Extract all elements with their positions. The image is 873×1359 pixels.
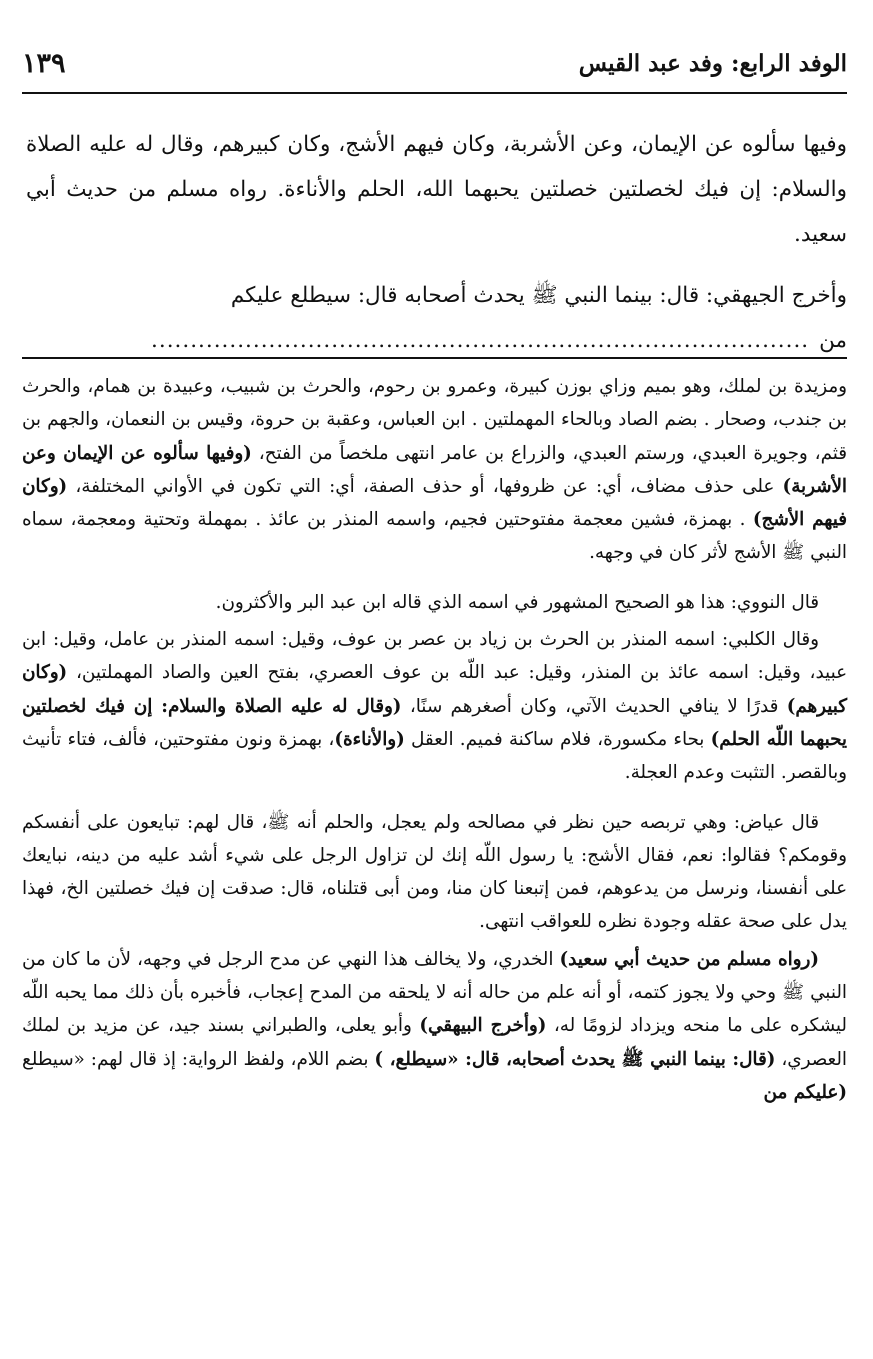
commentary-text-run: . بهمزة، فشين معجمة مفتوحتين فجيم، واسمه المنذر بن عائذ . بمهملة وتحتية ومعجمة، سماه النبي ﷺ الأشج لأثر كان في وجهه. bbox=[22, 509, 847, 564]
commentary-text bbox=[22, 370, 847, 1109]
commentary-paragraph-2: قال النووي: هذا هو الصحيح المشهور في اسمه الذي قاله ابن عبد البر والأكثرون. bbox=[215, 591, 819, 613]
commentary-text-run: بحاء مكسورة، فلام ساكنة فميم. العقل bbox=[404, 728, 711, 750]
quoted-matn-bold: (وقال له عليه الصلاة والسلام: إن فيك لخصلتين يحبهما اللّه الحلم) bbox=[22, 695, 847, 750]
commentary-text-run: بضم اللام، ولفظ الرواية: إذ قال لهم: «سيطلع bbox=[22, 1048, 375, 1070]
ellipsis-dots: .................................................................................... bbox=[151, 328, 810, 353]
quoted-matn-bold: (رواه مسلم من حديث أبي سعيد) bbox=[559, 948, 819, 970]
commentary-text-run: وقال الكلبي: اسمه المنذر بن الحرث بن زياد بن عصر بن عوف، وقيل: اسمه المنذر بن عامل، وقيل: ابن عبيد، وقيل: اسمه عائذ بن المنذر، وقيل: عبد اللّه بن عوف العصري، بفتح العين والصاد المهملتين، bbox=[22, 629, 847, 684]
quoted-matn-bold: (وأخرج البيهقي) bbox=[419, 1015, 547, 1037]
commentary-text-run: على حذف مضاف، أي: عن ظروفها، أو حذف الصفة، أي: التي تكون في الأواني المختلفة، bbox=[67, 475, 783, 497]
quoted-matn-bold: (وفيها سألوه عن الإيمان وعن الأشربة) bbox=[22, 442, 847, 497]
header-rule bbox=[22, 92, 847, 94]
commentary-text-run: الخدري، ولا يخالف هذا النهي عن مدح الرجل في وجهه، لأن ما كان من النبي ﷺ وحي ولا يجوز كتمه، أو أنه علم من حاله أنه لا يلحقه من المدح إعجاب، فأخبره بأن ذلك مما يحبه اللّه ليشكره على ما منحه ويزداد لزومًا له، bbox=[22, 948, 847, 1037]
commentary-paragraph-1 bbox=[22, 370, 847, 570]
main-text bbox=[26, 122, 847, 363]
commentary-paragraph-5 bbox=[22, 943, 847, 1109]
commentary-text-run: قدرًا لا ينافي الحديث الآتي، وكان أصغرهم سنًا، bbox=[401, 695, 787, 717]
page-number: ١٣٩ bbox=[22, 47, 66, 79]
quoted-matn-bold: (وكان كبيرهم) bbox=[22, 662, 847, 717]
commentary-paragraph-4: قال عياض: وهي تربصه حين نظر في مصالحه ولم يعجل، والحلم أنه ﷺ، قال لهم: تبايعون على أنفسكم وقومكم؟ فقالوا: نعم، فقال الأشج: يا رسول اللّه إنك لن تزاول الرجل على شيء أشد عليه من دينه، نبايعك على أنفسنا، ونرسل من يدعوهم، فمن إتبعنا كان منا، ومن أبى قتلناه، قال: صدقت إن فيك خصلتين الخ، فهذا يدل على صحة عقله وجودة نظره للعواقب انتهى. bbox=[22, 811, 847, 933]
quoted-matn-bold: (عليكم من bbox=[763, 1081, 847, 1103]
main-text-paragraph-2: وأخرج الجيهقي: قال: بينما النبي ﷺ يحدث أصحابه قال: سيطلع عليكم bbox=[230, 283, 847, 308]
main-text-last-word: من bbox=[819, 328, 847, 353]
commentary-text-run: ومزيدة بن لملك، وهو بميم وزاي بوزن كبيرة، وعمرو بن رحوم، والحرث بن شبيب، وعبيدة بن همام، والحرث بن جندب، وصحار . بضم الصاد وبالحاء المهملتين . ابن العباس، وعقبة بن حروة، وقيس بن النعمان، والجهم بن قثم، وجويرة العبدي، ورستم العبدي، والزراع بن عامر انتهى ملخصاً من الفتح، bbox=[22, 376, 847, 464]
running-header bbox=[22, 40, 847, 86]
quoted-matn-bold: (قال: بينما النبي ﷺ يحدث أصحابه، قال: «سيطلع، ) bbox=[374, 1048, 776, 1070]
main-text-paragraph-1: وفيها سألوه عن الإيمان، وعن الأشربة، وكان فيهم الأشج، وكان كبيرهم، وقال له عليه الصلاة والسلام: إن فيك لخصلتين خصلتين يحبهما الله، الحلم والأناءة. رواه مسلم من حديث أبي سعيد. bbox=[26, 132, 847, 247]
quoted-matn-bold: (وكان فيهم الأشج) bbox=[22, 475, 847, 531]
commentary-separator-rule bbox=[22, 357, 847, 359]
chapter-title: الوفد الرابع: وفد عبد القيس bbox=[578, 49, 847, 77]
commentary-text-run: وأبو يعلى، والطبراني بسند جيد، عن مزيد بن لملك العصري، bbox=[22, 1015, 847, 1070]
quoted-matn-bold: (والأناءة) bbox=[334, 728, 405, 750]
commentary-paragraph-3 bbox=[22, 623, 847, 789]
commentary-text-run: ، بهمزة ونون مفتوحتين، فألف، فتاء تأنيث وبالقصر. التثبت وعدم العجلة. bbox=[22, 728, 847, 784]
